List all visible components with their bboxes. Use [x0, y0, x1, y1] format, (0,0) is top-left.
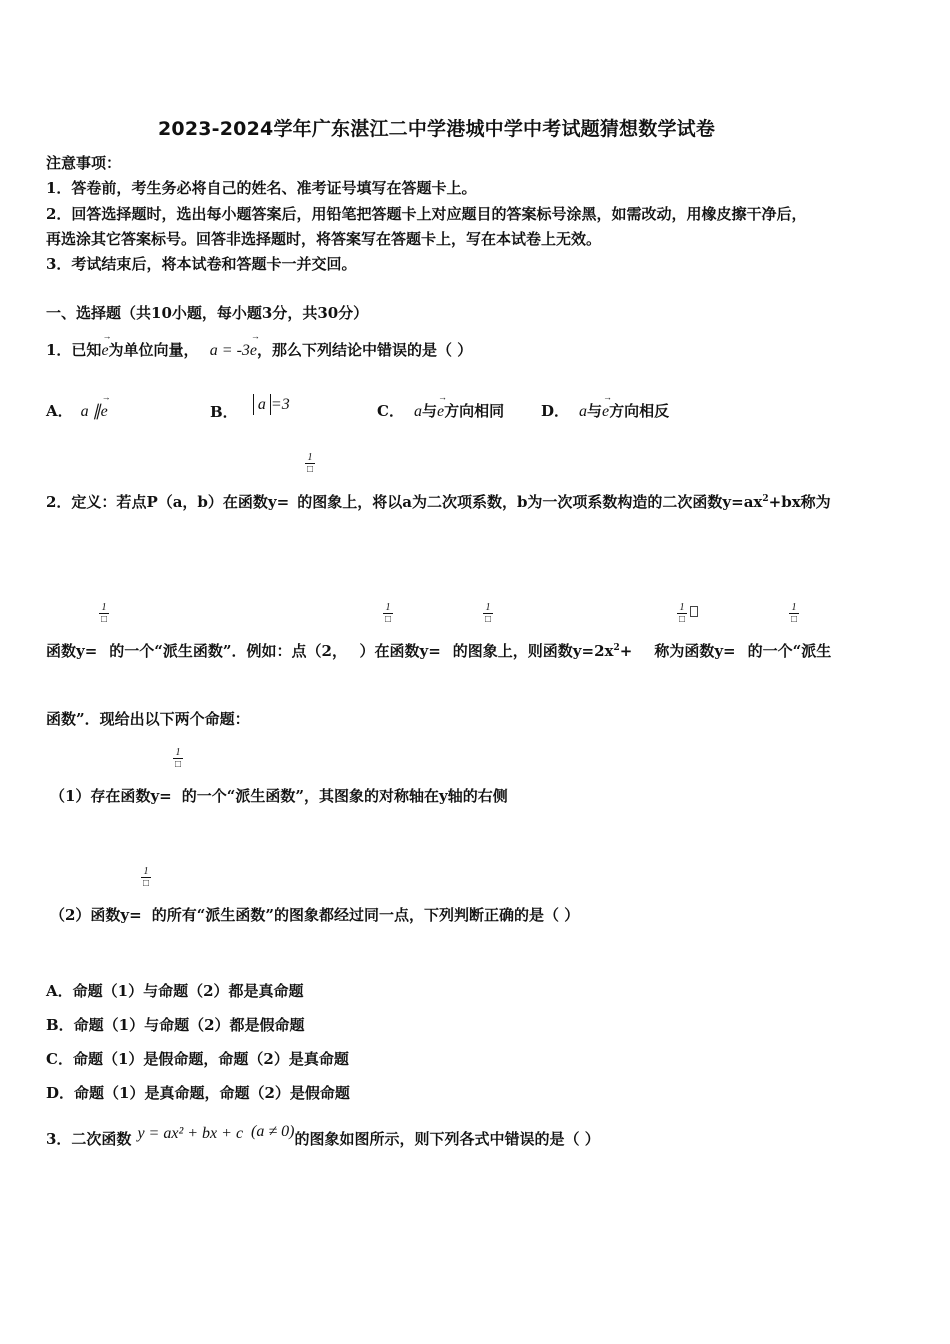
- page-title: 2023-2024学年广东湛江二中学港城中学中考试题猜想数学试卷: [158, 118, 716, 140]
- question-3-stem: 3．二次函数 y = ax² + bx + c (a ≠ 0)的图象如图所示，则下列各式中错误的是（ ）: [46, 1123, 600, 1148]
- fraction-icon: 1 □: [142, 866, 150, 889]
- fraction-icon: 1 □: [678, 602, 686, 625]
- q2-option-d[interactable]: D．命题（1）是真命题，命题（2）是假命题: [46, 1084, 350, 1102]
- fraction-icon: 1 □: [174, 747, 182, 770]
- q2-option-b[interactable]: B．命题（1）与命题（2）都是假命题: [46, 1016, 305, 1034]
- fraction-icon: 1 □: [306, 452, 314, 475]
- q1-option-d[interactable]: D． a与→ e方向相反: [541, 400, 669, 421]
- question-2-line-2: 函数y= 的一个“派生函数”．例如：点（2， ）在函数y= 的图象上，则函数$y=2x^2+$ 称为函数y= 的一个“派生: [46, 642, 832, 660]
- note-item: 2．回答选择题时，选出每小题答案后，用铅笔把答题卡上对应题目的答案标号涂黑，如需改动，用橡皮擦干净后，: [46, 205, 807, 223]
- q1-option-c[interactable]: C． a与→ e方向相同: [377, 400, 504, 421]
- note-item: 再选涂其它答案标号。回答非选择题时，将答案写在答题卡上，写在本试卷上无效。: [46, 230, 602, 248]
- q1-option-b[interactable]: B． a =3: [210, 396, 290, 421]
- note-item: 3．考试结束后，将本试卷和答题卡一并交回。: [46, 255, 357, 273]
- proposition-2: （2）函数y= 的所有“派生函数”的图象都经过同一点，下列判断正确的是（ ）: [50, 906, 580, 924]
- fraction-icon: 1 □: [790, 602, 798, 625]
- fraction-icon: 1 □: [384, 602, 392, 625]
- fraction-icon: 1 □: [484, 602, 492, 625]
- q2-option-a[interactable]: A．命题（1）与命题（2）都是真命题: [46, 982, 304, 1000]
- q2-option-c[interactable]: C．命题（1）是假命题，命题（2）是真命题: [46, 1050, 349, 1068]
- question-1-stem: 1．已知→ e为单位向量， a = -3→ e，那么下列结论中错误的是（ ）: [46, 339, 472, 360]
- proposition-1: （1）存在函数y= 的一个“派生函数”，其图象的对称轴在y轴的右侧: [50, 787, 508, 805]
- section-heading: 一、选择题（共10小题，每小题3分，共30分）: [46, 304, 369, 322]
- question-2-line-3: 函数”．现给出以下两个命题：: [46, 710, 250, 728]
- placeholder-box-icon: [690, 606, 698, 625]
- q1-option-a[interactable]: A． a ∥→ e: [46, 400, 108, 421]
- notes-heading: 注意事项：: [46, 154, 122, 172]
- fraction-icon: 1 □: [100, 602, 108, 625]
- note-item: 1．答卷前，考生务必将自己的姓名、准考证号填写在答题卡上。: [46, 179, 477, 197]
- question-2-line-1: 2．定义：若点P（a，b）在函数y= 的图象上，将以a为二次项系数，b为一次项系数构造的二次函数$y=ax^2+bx$称为: [46, 493, 831, 511]
